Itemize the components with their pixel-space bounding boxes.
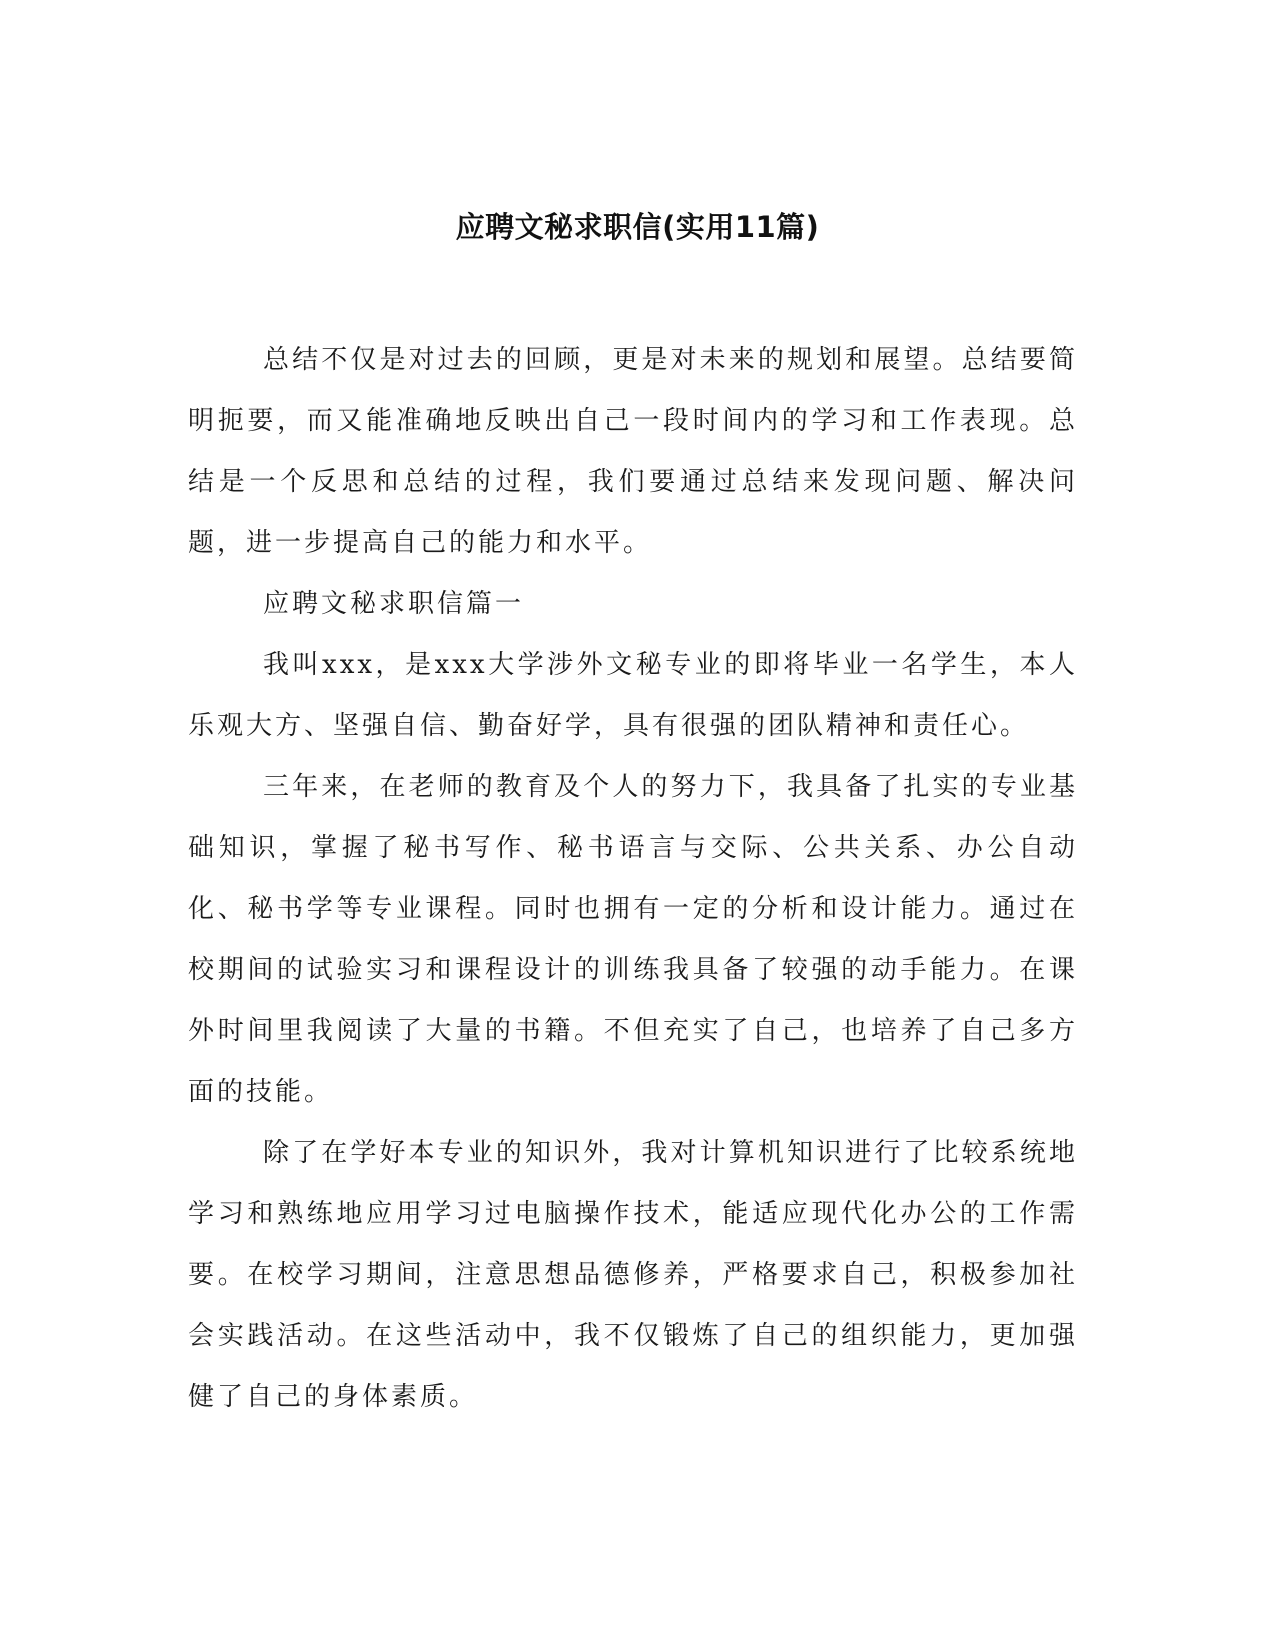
- paragraph-computer-skills: 除了在学好本专业的知识外，我对计算机知识进行了比较系统地学习和熟练地应用学习过电脑操作技术，能适应现代化办公的工作需要。在校学习期间，注意思想品德修养，严格要求自己，积极参加社会实践活动。在这些活动中，我不仅锻炼了自己的组织能力，更加强健了自己的身体素质。: [188, 1138, 1078, 1412]
- section-heading-part-one: 应聘文秘求职信篇一: [263, 589, 525, 619]
- paragraph-self-introduction: 我叫xxx，是xxx大学涉外文秘专业的即将毕业一名学生，本人乐观大方、坚强自信、勤奋好学，具有很强的团队精神和责任心。: [188, 650, 1078, 741]
- paragraph-education: 三年来，在老师的教育及个人的努力下，我具备了扎实的专业基础知识，掌握了秘书写作、秘书语言与交际、公共关系、办公自动化、秘书学等专业课程。同时也拥有一定的分析和设计能力。通过在校期间的试验实习和课程设计的训练我具备了较强的动手能力。在课外时间里我阅读了大量的书籍。不但充实了自己，也培养了自己多方面的技能。: [188, 772, 1078, 1107]
- paragraph-intro: 总结不仅是对过去的回顾，更是对未来的规划和展望。总结要简明扼要，而又能准确地反映出自己一段时间内的学习和工作表现。总结是一个反思和总结的过程，我们要通过总结来发现问题、解决问题，进一步提高自己的能力和水平。: [188, 345, 1078, 558]
- document-body: [188, 330, 1078, 1428]
- document-title: 应聘文秘求职信(实用11篇): [455, 210, 820, 244]
